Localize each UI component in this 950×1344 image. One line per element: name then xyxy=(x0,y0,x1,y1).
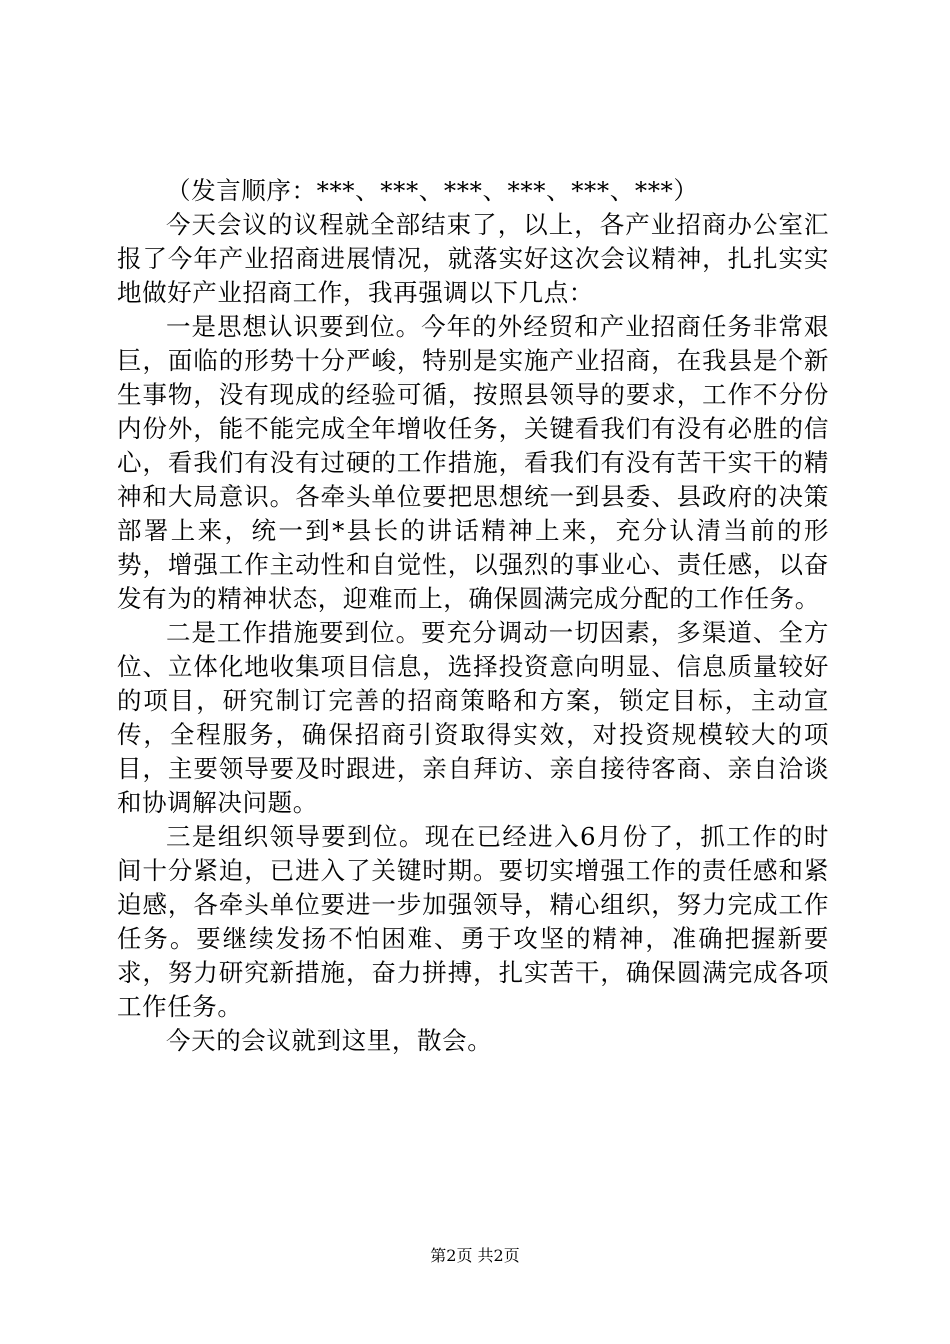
point-one-paragraph: 一是思想认识要到位。今年的外经贸和产业招商任务非常艰巨，面临的形势十分严峻，特别是实施产业招商，在我县是个新生事物，没有现成的经验可循，按照县领导的要求，工作不分份内份外，能不能完成全年增收任务，关键看我们有没有必胜的信心，看我们有没有过硬的工作措施，看我们有没有苦干实干的精神和大局意识。各牵头单位要把思想统一到县委、县政府的决策部署上来，统一到*县长的讲话精神上来，充分认清当前的形势，增强工作主动性和自觉性，以强烈的事业心、责任感，以奋发有为的精神状态，迎难而上，确保圆满完成分配的工作任务。 xyxy=(117,312,829,613)
agenda-conclusion-paragraph: 今天会议的议程就全部结束了，以上，各产业招商办公室汇报了今年产业招商进展情况，就落实好这次会议精神，扎扎实实地做好产业招商工作，我再强调以下几点： xyxy=(117,210,829,307)
speaking-order-paragraph: （发言顺序：***、***、***、***、***、***） xyxy=(166,176,699,205)
closing-paragraph: 今天的会议就到这里，散会。 xyxy=(166,1026,493,1055)
document-body xyxy=(117,174,829,1058)
page-footer: 第2页 共2页 xyxy=(430,1246,520,1265)
point-three-paragraph: 三是组织领导要到位。现在已经进入6月份了，抓工作的时间十分紧迫，已进入了关键时期。要切实增强工作的责任感和紧迫感，各牵头单位要进一步加强领导，精心组织，努力完成工作任务。要继续发扬不怕困难、勇于攻坚的精神，准确把握新要求，努力研究新措施，奋力拼搏，扎实苦干，确保圆满完成各项工作任务。 xyxy=(117,822,829,1021)
point-two-paragraph: 二是工作措施要到位。要充分调动一切因素，多渠道、全方位、立体化地收集项目信息，选择投资意向明显、信息质量较好的项目，研究制订完善的招商策略和方案，锁定目标，主动宣传，全程服务，确保招商引资取得实效，对投资规模较大的项目，主要领导要及时跟进，亲自拜访、亲自接待客商、亲自洽谈和协调解决问题。 xyxy=(117,618,829,817)
